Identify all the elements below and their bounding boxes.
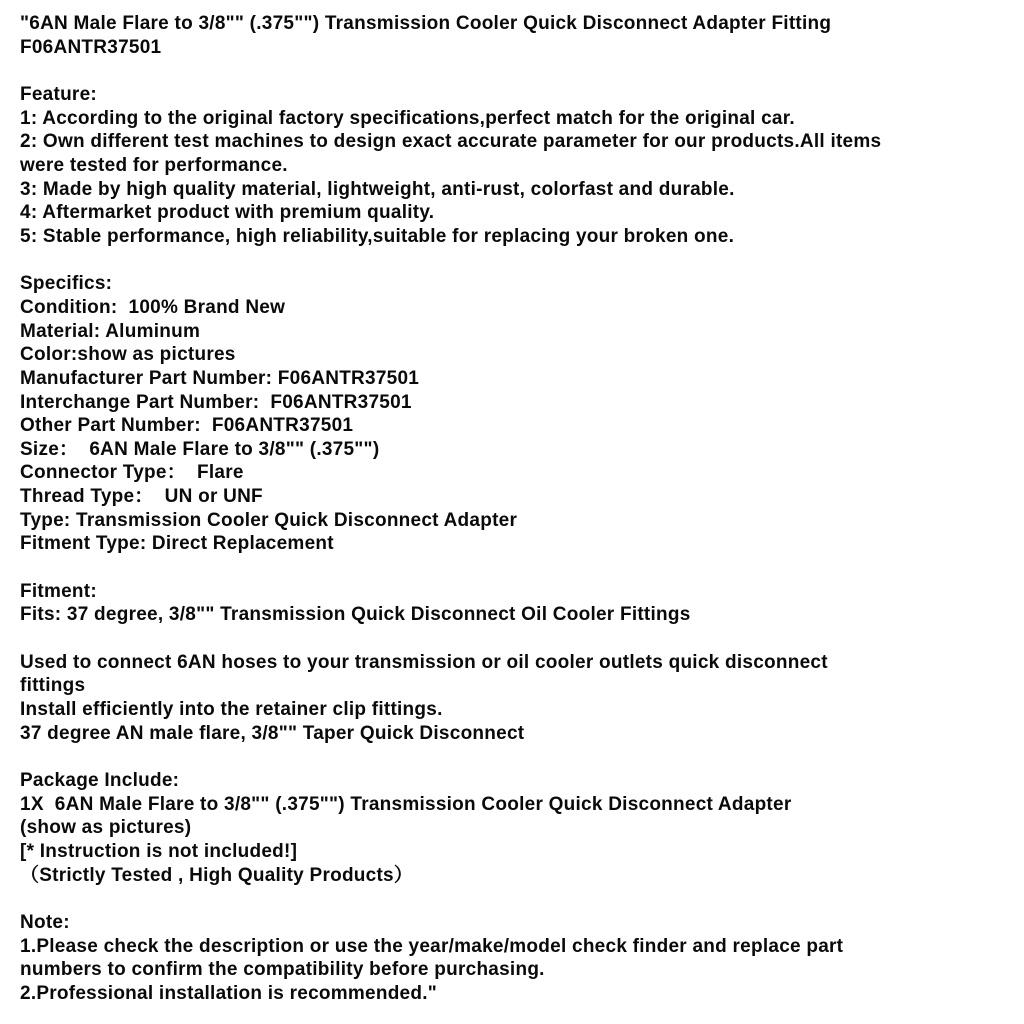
usage-text-line: fittings [20, 675, 86, 697]
specifics-text-line: Interchange Part Number: F06ANTR37501 [20, 391, 412, 413]
blank-line [20, 556, 1004, 580]
feature-section-heading: Feature: [20, 83, 97, 105]
feature-text-line: 2: Own different test machines to design exact accurate parameter for our products.All items [20, 131, 882, 153]
blank-line [20, 627, 1004, 651]
specifics-text-line: Condition: 100% Brand New [20, 296, 286, 318]
note-section-heading: Note: [20, 911, 70, 933]
package-text-line: [* Instruction is not included!] [20, 840, 298, 862]
feature-text-line: 1: According to the original factory specifications,perfect match for the original car. [20, 107, 795, 129]
package-text-line: (show as pictures) [20, 817, 192, 839]
specifics-text-line: Other Part Number: F06ANTR37501 [20, 415, 354, 437]
specifics-text-line: Material: Aluminum [20, 320, 201, 342]
specifics-text-line: Type: Transmission Cooler Quick Disconnect Adapter [20, 509, 518, 531]
specifics-text-line: Color:show as pictures [20, 344, 236, 366]
package-text-line: 1X 6AN Male Flare to 3/8"" (.375"") Transmission Cooler Quick Disconnect Adapter [20, 793, 792, 815]
package-section-heading: Package Include: [20, 770, 180, 791]
usage-text-line: Used to connect 6AN hoses to your transmission or oil cooler outlets quick disconnect [20, 651, 828, 673]
note-text-line: numbers to confirm the compatibility before purchasing. [20, 959, 545, 981]
blank-line [20, 249, 1004, 273]
feature-text-line: 3: Made by high quality material, lightweight, anti-rust, colorfast and durable. [20, 178, 735, 200]
usage-text-line: 37 degree AN male flare, 3/8"" Taper Quick Disconnect [20, 722, 525, 744]
usage-text-line: Install efficiently into the retainer clip fittings. [20, 699, 443, 721]
title-text-line: F06ANTR37501 [20, 36, 162, 58]
blank-line [20, 745, 1004, 769]
package-text-line: （Strictly Tested , High Quality Products） [20, 864, 414, 886]
fitment-section-heading: Fitment: [20, 580, 97, 602]
note-text-line: 2.Professional installation is recommended." [20, 982, 438, 1004]
specifics-text-line: Manufacturer Part Number: F06ANTR37501 [20, 367, 420, 389]
specifics-text-line: Connector Type： Flare [20, 462, 244, 484]
title-text-line: "6AN Male Flare to 3/8"" (.375"") Transmission Cooler Quick Disconnect Adapter Fitting [20, 13, 832, 34]
specifics-section-heading: Specifics: [20, 273, 113, 295]
feature-text-line: were tested for performance. [20, 154, 288, 176]
note-text-line: 1.Please check the description or use the year/make/model check finder and replace part [20, 935, 844, 957]
specifics-text-line: Size： 6AN Male Flare to 3/8"" (.375"") [20, 438, 380, 460]
blank-line [20, 887, 1004, 911]
specifics-text-line: Thread Type： UN or UNF [20, 486, 263, 508]
feature-text-line: 5: Stable performance, high reliability,suitable for replacing your broken one. [20, 225, 735, 247]
specifics-text-line: Fitment Type: Direct Replacement [20, 533, 334, 555]
feature-text-line: 4: Aftermarket product with premium quality. [20, 202, 435, 224]
blank-line [20, 59, 1004, 83]
fitment-text-line: Fits: 37 degree, 3/8"" Transmission Quick Disconnect Oil Cooler Fittings [20, 604, 691, 626]
